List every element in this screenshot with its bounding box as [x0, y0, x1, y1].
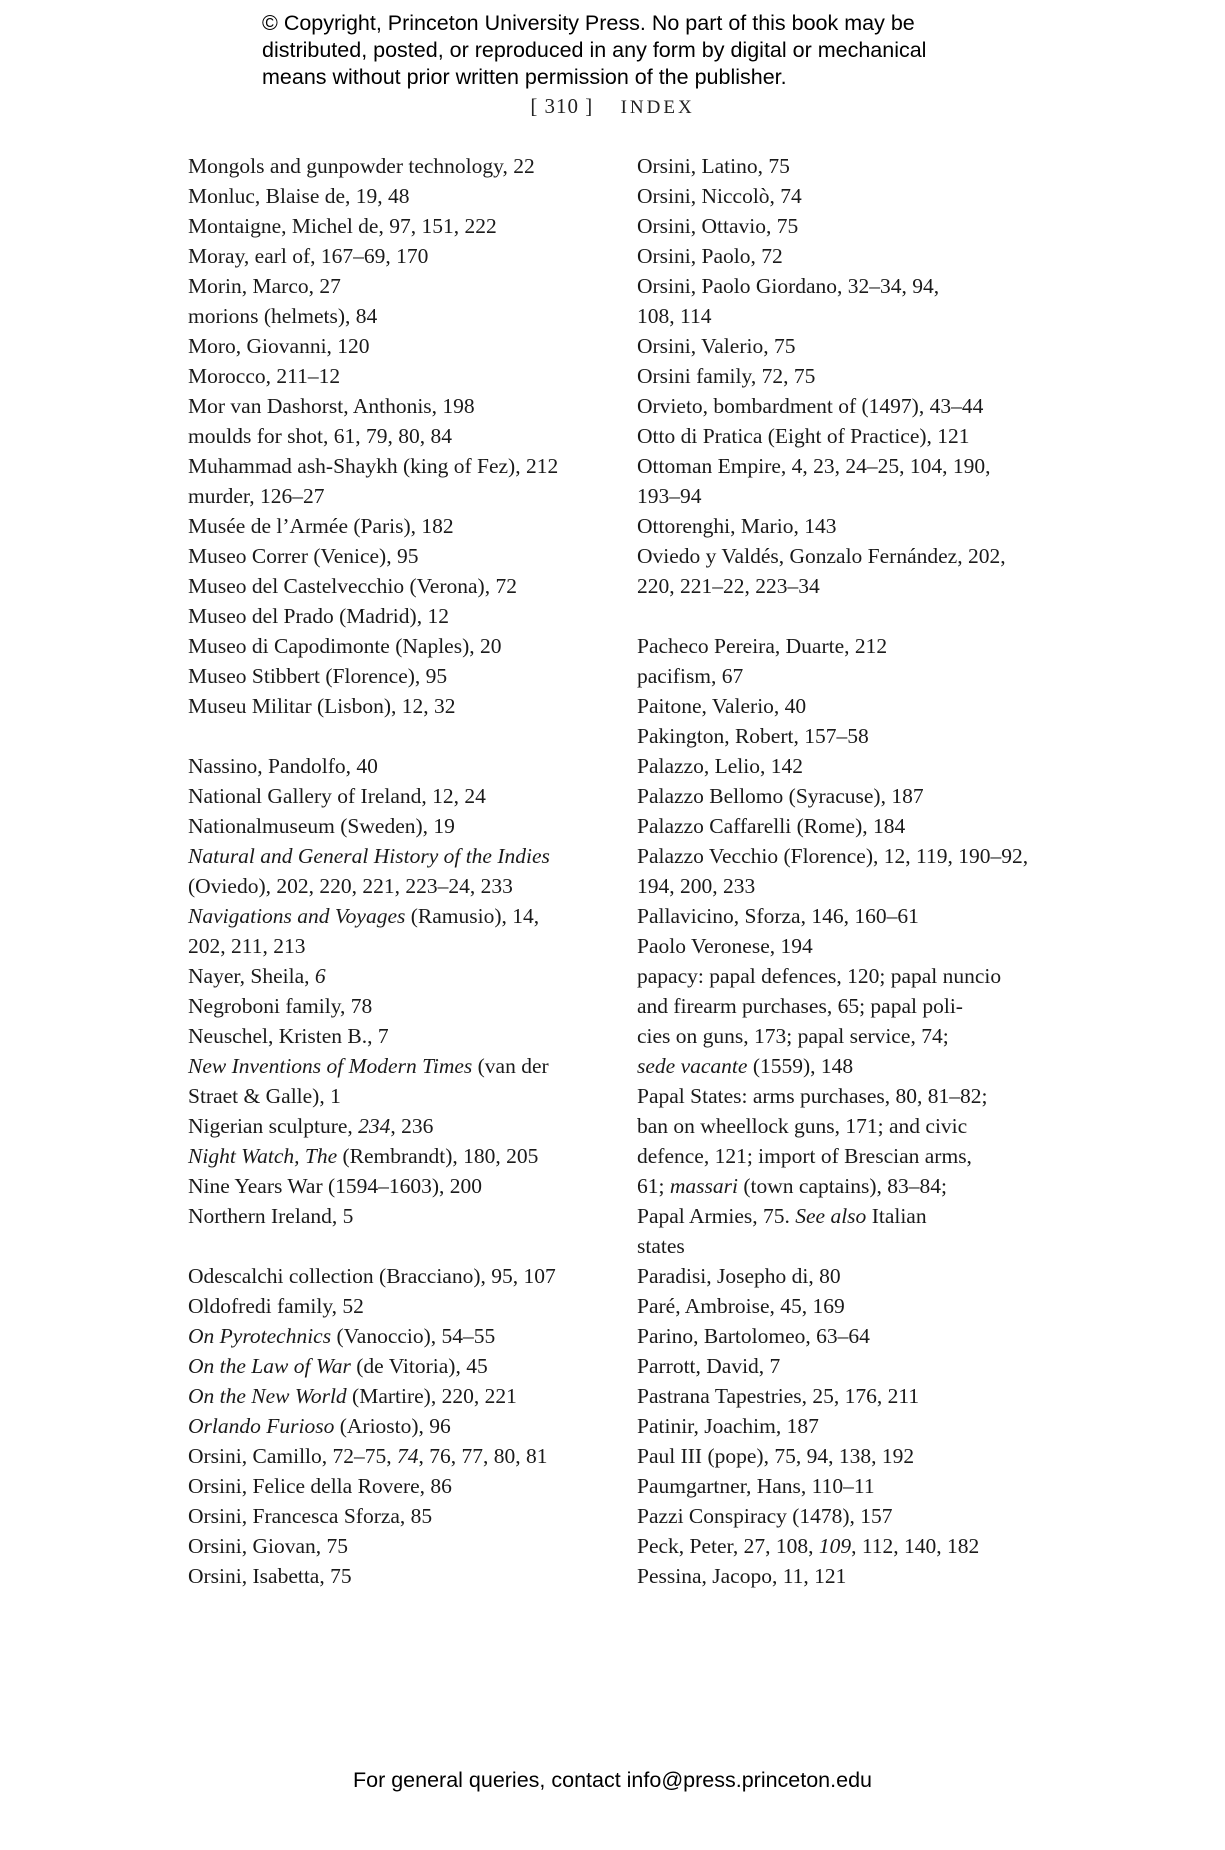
- italic-text: 234: [358, 1114, 391, 1138]
- entry-text: National Gallery of Ireland, 12, 24: [188, 784, 486, 808]
- index-entry-line: [188, 1261, 608, 1291]
- index-entry: [188, 211, 608, 241]
- copyright-line: distributed, posted, or reproduced in any form by digital or mechanical: [262, 38, 927, 62]
- entry-text: Papal Armies, 75.: [637, 1204, 796, 1228]
- index-entry-line: [637, 1561, 1067, 1591]
- index-entry-line: [188, 1561, 608, 1591]
- entry-text: Museo di Capodimonte (Naples), 20: [188, 634, 502, 658]
- index-entry: [188, 241, 608, 271]
- index-entry-continuation: [637, 991, 1067, 1021]
- index-entry-line: [188, 1381, 608, 1411]
- index-entry-line: [188, 511, 608, 541]
- italic-text: On the New World: [188, 1384, 347, 1408]
- italic-text: Navigations and Voyages: [188, 904, 406, 928]
- entry-text: Ottoman Empire, 4, 23, 24–25, 104, 190,: [637, 454, 991, 478]
- entry-text: Paolo Veronese, 194: [637, 934, 813, 958]
- entry-text: Italian: [866, 1204, 927, 1228]
- entry-text: Pacheco Pereira, Duarte, 212: [637, 634, 888, 658]
- index-entry-line: [637, 901, 1067, 931]
- index-entry: [188, 1501, 608, 1531]
- entry-text: Orsini, Valerio, 75: [637, 334, 796, 358]
- index-entry-line: [188, 601, 608, 631]
- index-entry-line: [637, 661, 1067, 691]
- index-entry-line: [188, 661, 608, 691]
- index-entry: [637, 181, 1067, 211]
- entry-text: Patinir, Joachim, 187: [637, 1414, 819, 1438]
- index-entry: [637, 391, 1067, 421]
- entry-text: Nationalmuseum (Sweden), 19: [188, 814, 455, 838]
- index-entry-line: [637, 451, 1067, 481]
- index-entry: [188, 421, 608, 451]
- index-entry-line: [188, 301, 608, 331]
- index-entry-line: [637, 391, 1067, 421]
- entry-text: Orvieto, bombardment of (1497), 43–44: [637, 394, 984, 418]
- index-entry-line: [188, 811, 608, 841]
- italic-text: massari: [669, 1174, 738, 1198]
- index-entry: [188, 151, 608, 181]
- index-entry-line: [188, 571, 608, 601]
- copyright-line: © Copyright, Princeton University Press. No part of this book may be: [262, 11, 915, 35]
- italic-text: On Pyrotechnics: [188, 1324, 332, 1348]
- entry-text: Odescalchi collection (Bracciano), 95, 107: [188, 1264, 556, 1288]
- entry-text: states: [637, 1234, 685, 1258]
- entry-text: Monluc, Blaise de, 19, 48: [188, 184, 410, 208]
- page-number: [ 310 ]: [530, 94, 594, 118]
- index-entry-line: [188, 361, 608, 391]
- copyright-line: means without prior written permission of the publisher.: [262, 65, 787, 89]
- index-entry: [188, 391, 608, 421]
- index-entry-line: [188, 481, 608, 511]
- index-entry-line: [188, 421, 608, 451]
- entry-text: Musée de l’Armée (Paris), 182: [188, 514, 454, 538]
- entry-text: Papal States: arms purchases, 80, 81–82;: [637, 1084, 988, 1108]
- index-entry: [188, 1021, 608, 1051]
- index-entry-continuation: [637, 871, 1067, 901]
- index-entry-line: [637, 151, 1067, 181]
- index-entry: [188, 751, 608, 781]
- index-entry: [637, 781, 1067, 811]
- index-entry: [637, 421, 1067, 451]
- entry-text: Mor van Dashorst, Anthonis, 198: [188, 394, 475, 418]
- index-entry-line: [637, 1351, 1067, 1381]
- entry-text: Negroboni family, 78: [188, 994, 373, 1018]
- index-entry-line: [637, 1471, 1067, 1501]
- entry-text: Pessina, Jacopo, 11, 121: [637, 1564, 847, 1588]
- index-entry-continuation: [637, 1141, 1067, 1171]
- index-entry-line: [637, 1411, 1067, 1441]
- index-entry-line: [188, 1111, 608, 1141]
- entry-text: 108, 114: [637, 304, 712, 328]
- entry-text: Paré, Ambroise, 45, 169: [637, 1294, 845, 1318]
- index-entry: [188, 691, 608, 721]
- index-entry-line: [188, 151, 608, 181]
- entry-text: Orsini, Latino, 75: [637, 154, 790, 178]
- index-entry-line: [637, 271, 1067, 301]
- index-entry-line: [188, 331, 608, 361]
- index-entry: [188, 1321, 608, 1351]
- index-entry: [637, 721, 1067, 751]
- index-entry: [188, 1381, 608, 1411]
- index-entry: [637, 541, 1067, 601]
- index-entry: [188, 481, 608, 511]
- entry-text: Museo del Castelvecchio (Verona), 72: [188, 574, 517, 598]
- entry-text: 194, 200, 233: [637, 874, 756, 898]
- entry-text: (1559), 148: [747, 1054, 854, 1078]
- index-entry-line: [188, 1441, 608, 1471]
- index-entry-continuation: [637, 571, 1067, 601]
- entry-text: Museo del Prado (Madrid), 12: [188, 604, 449, 628]
- index-entry-line: [188, 181, 608, 211]
- entry-text: Orsini, Francesca Sforza, 85: [188, 1504, 433, 1528]
- index-entry-line: [637, 1321, 1067, 1351]
- index-column-left: [188, 151, 608, 1591]
- running-head: [0, 92, 1225, 122]
- index-entry: [188, 841, 608, 901]
- entry-text: Parrott, David, 7: [637, 1354, 781, 1378]
- entry-text: Peck, Peter, 27, 108,: [637, 1534, 819, 1558]
- index-entry-continuation: [637, 1111, 1067, 1141]
- index-entry-continuation: [637, 1171, 1067, 1201]
- index-entry-line: [637, 1261, 1067, 1291]
- index-entry: [637, 1381, 1067, 1411]
- index-entry-line: [188, 451, 608, 481]
- index-entry: [637, 451, 1067, 511]
- index-entry: [637, 631, 1067, 661]
- entry-text: Museu Militar (Lisbon), 12, 32: [188, 694, 456, 718]
- italic-text: Night Watch, The: [188, 1144, 338, 1168]
- index-entry: [188, 1051, 608, 1111]
- entry-text: (Ariosto), 96: [334, 1414, 451, 1438]
- index-entry: [188, 1291, 608, 1321]
- entry-text: Nayer, Sheila,: [188, 964, 315, 988]
- entry-text: Mongols and gunpowder technology, 22: [188, 154, 535, 178]
- index-entry: [188, 181, 608, 211]
- index-entry-line: [637, 811, 1067, 841]
- entry-text: Pakington, Robert, 157–58: [637, 724, 869, 748]
- entry-text: Morocco, 211–12: [188, 364, 341, 388]
- entry-text: (Vanoccio), 54–55: [331, 1324, 496, 1348]
- index-entry-line: [188, 991, 608, 1021]
- index-entry-continuation: [637, 481, 1067, 511]
- index-entry: [637, 1261, 1067, 1291]
- index-entry: [637, 511, 1067, 541]
- entry-text: murder, 126–27: [188, 484, 325, 508]
- entry-text: ban on wheellock guns, 171; and civic: [637, 1114, 968, 1138]
- index-entry: [188, 1201, 608, 1231]
- index-entry: [637, 1561, 1067, 1591]
- entry-text: Ottorenghi, Mario, 143: [637, 514, 837, 538]
- index-entry: [188, 1261, 608, 1291]
- index-entry-line: [188, 1411, 608, 1441]
- italic-text: Natural and General History of the Indies: [188, 844, 550, 868]
- index-entry-continuation: [188, 931, 608, 961]
- index-entry: [637, 211, 1067, 241]
- index-entry-line: [188, 631, 608, 661]
- entry-text: Orsini, Paolo Giordano, 32–34, 94,: [637, 274, 940, 298]
- index-entry: [188, 601, 608, 631]
- index-entry-line: [637, 1081, 1067, 1111]
- index-entry-line: [188, 391, 608, 421]
- entry-text: Nine Years War (1594–1603), 200: [188, 1174, 483, 1198]
- index-entry-line: [188, 1171, 608, 1201]
- index-entry: [188, 661, 608, 691]
- index-entry: [188, 1351, 608, 1381]
- index-entry-line: [188, 691, 608, 721]
- index-entry-line: [188, 961, 608, 991]
- letter-group-gap: [637, 601, 1067, 631]
- entry-text: Orsini family, 72, 75: [637, 364, 816, 388]
- index-entry: [637, 241, 1067, 271]
- index-entry-line: [188, 1501, 608, 1531]
- index-entry: [637, 961, 1067, 1081]
- index-entry-continuation: [637, 1201, 1067, 1231]
- index-entry: [637, 1321, 1067, 1351]
- entry-text: Museo Stibbert (Florence), 95: [188, 664, 448, 688]
- index-entry: [188, 1171, 608, 1201]
- entry-text: 202, 211, 213: [188, 934, 306, 958]
- entry-text: Neuschel, Kristen B., 7: [188, 1024, 389, 1048]
- entry-text: moulds for shot, 61, 79, 80, 84: [188, 424, 452, 448]
- index-entry-line: [637, 511, 1067, 541]
- entry-text: (Rembrandt), 180, 205: [337, 1144, 539, 1168]
- section-title: INDEX: [620, 97, 695, 118]
- entry-text: Orsini, Giovan, 75: [188, 1534, 349, 1558]
- index-entry: [637, 901, 1067, 931]
- entry-text: Orsini, Felice della Rovere, 86: [188, 1474, 452, 1498]
- index-entry-line: [188, 1471, 608, 1501]
- index-entry-line: [637, 1441, 1067, 1471]
- index-entry-line: [637, 331, 1067, 361]
- entry-text: Palazzo, Lelio, 142: [637, 754, 803, 778]
- index-entry-line: [188, 1321, 608, 1351]
- index-entry: [637, 1351, 1067, 1381]
- entry-text: morions (helmets), 84: [188, 304, 378, 328]
- italic-text: See also: [795, 1204, 867, 1228]
- index-entry: [188, 961, 608, 991]
- index-entry: [188, 1411, 608, 1441]
- index-entry-line: [637, 1501, 1067, 1531]
- entry-text: Nigerian sculpture,: [188, 1114, 359, 1138]
- index-entry-line: [188, 841, 608, 871]
- italic-text: New Inventions of Modern Times: [188, 1054, 473, 1078]
- index-entry-line: [188, 1201, 608, 1231]
- entry-text: and firearm purchases, 65; papal poli-: [637, 994, 963, 1018]
- entry-text: , 236: [390, 1114, 434, 1138]
- index-entry: [637, 661, 1067, 691]
- index-entry: [188, 1441, 608, 1471]
- entry-text: Palazzo Bellomo (Syracuse), 187: [637, 784, 924, 808]
- entry-text: , 112, 140, 182: [851, 1534, 980, 1558]
- entry-text: Oldofredi family, 52: [188, 1294, 364, 1318]
- entry-text: Montaigne, Michel de, 97, 151, 222: [188, 214, 497, 238]
- index-entry-line: [188, 1141, 608, 1171]
- index-entry-line: [637, 1381, 1067, 1411]
- entry-text: Morin, Marco, 27: [188, 274, 341, 298]
- entry-text: Moray, earl of, 167–69, 170: [188, 244, 429, 268]
- index-entry-line: [637, 421, 1067, 451]
- index-entry: [188, 541, 608, 571]
- index-entry: [188, 361, 608, 391]
- index-entry-line: [188, 1021, 608, 1051]
- index-entry-line: [188, 271, 608, 301]
- italic-text: 6: [314, 964, 326, 988]
- index-entry: [188, 331, 608, 361]
- entry-text: Parino, Bartolomeo, 63–64: [637, 1324, 870, 1348]
- index-entry: [188, 1531, 608, 1561]
- entry-text: cies on guns, 173; papal service, 74;: [637, 1024, 949, 1048]
- index-entry-continuation: [637, 1051, 1067, 1081]
- entry-text: (Oviedo), 202, 220, 221, 223–24, 233: [188, 874, 513, 898]
- entry-text: (town captains), 83–84;: [737, 1174, 947, 1198]
- entry-text: (Ramusio), 14,: [405, 904, 540, 928]
- entry-text: , 76, 77, 80, 81: [418, 1444, 548, 1468]
- index-entry: [188, 571, 608, 601]
- entry-text: Paitone, Valerio, 40: [637, 694, 807, 718]
- index-entry: [188, 1141, 608, 1171]
- letter-group-gap: [188, 1231, 608, 1261]
- index-entry: [637, 1081, 1067, 1261]
- index-entry: [637, 361, 1067, 391]
- entry-text: (Martire), 220, 221: [346, 1384, 517, 1408]
- index-entry: [637, 1291, 1067, 1321]
- index-entry-line: [188, 541, 608, 571]
- entry-text: Moro, Giovanni, 120: [188, 334, 370, 358]
- entry-text: Paumgartner, Hans, 110–11: [637, 1474, 875, 1498]
- index-entry: [637, 331, 1067, 361]
- index-entry: [188, 901, 608, 961]
- index-entry-continuation: [637, 1021, 1067, 1051]
- index-entry-continuation: [637, 301, 1067, 331]
- index-entry: [637, 841, 1067, 901]
- entry-text: 61;: [637, 1174, 670, 1198]
- index-entry-line: [188, 751, 608, 781]
- index-entry-line: [188, 241, 608, 271]
- index-entry: [637, 811, 1067, 841]
- index-entry-line: [637, 691, 1067, 721]
- index-entry: [188, 991, 608, 1021]
- index-entry-line: [637, 931, 1067, 961]
- entry-text: Orsini, Paolo, 72: [637, 244, 783, 268]
- index-entry-line: [188, 1531, 608, 1561]
- index-entry: [637, 931, 1067, 961]
- index-entry-line: [637, 631, 1067, 661]
- entry-text: (de Vitoria), 45: [350, 1354, 488, 1378]
- entry-text: Paul III (pope), 75, 94, 138, 192: [637, 1444, 915, 1468]
- entry-text: Oviedo y Valdés, Gonzalo Fernández, 202,: [637, 544, 1006, 568]
- entry-text: Museo Correr (Venice), 95: [188, 544, 419, 568]
- index-entry: [637, 691, 1067, 721]
- entry-text: Orsini, Niccolò, 74: [637, 184, 802, 208]
- footer-contact: For general queries, contact info@press.princeton.edu: [352, 1768, 872, 1792]
- index-entry-line: [637, 841, 1067, 871]
- copyright-notice: [262, 10, 982, 91]
- italic-text: On the Law of War: [188, 1354, 351, 1378]
- index-entry: [188, 301, 608, 331]
- index-entry-line: [637, 721, 1067, 751]
- entry-text: (van der: [472, 1054, 549, 1078]
- index-entry: [188, 1561, 608, 1591]
- index-entry: [637, 1531, 1067, 1561]
- index-entry: [637, 1441, 1067, 1471]
- index-entry-line: [188, 1351, 608, 1381]
- index-entry: [188, 631, 608, 661]
- entry-text: Northern Ireland, 5: [188, 1204, 354, 1228]
- index-entry: [188, 271, 608, 301]
- entry-text: Nassino, Pandolfo, 40: [188, 754, 378, 778]
- index-entry: [637, 1471, 1067, 1501]
- index-entry-line: [188, 781, 608, 811]
- entry-text: Pazzi Conspiracy (1478), 157: [637, 1504, 893, 1528]
- entry-text: 193–94: [637, 484, 702, 508]
- index-entry-line: [637, 1531, 1067, 1561]
- index-column-right: [637, 151, 1067, 1591]
- index-entry-line: [637, 781, 1067, 811]
- entry-text: Orsini, Isabetta, 75: [188, 1564, 352, 1588]
- entry-text: Otto di Pratica (Eight of Practice), 121: [637, 424, 970, 448]
- index-entry: [637, 1411, 1067, 1441]
- index-entry-line: [637, 541, 1067, 571]
- index-entry-line: [637, 961, 1067, 991]
- index-entry: [188, 811, 608, 841]
- entry-text: papacy: papal defences, 120; papal nuncio: [637, 964, 1002, 988]
- index-entry-line: [637, 211, 1067, 241]
- entry-text: defence, 121; import of Brescian arms,: [637, 1144, 972, 1168]
- index-entry-line: [188, 1051, 608, 1081]
- letter-group-gap: [188, 721, 608, 751]
- italic-text: 74: [397, 1444, 419, 1468]
- entry-text: Orsini, Camillo, 72–75,: [188, 1444, 398, 1468]
- index-entry-line: [188, 901, 608, 931]
- index-entry-line: [637, 181, 1067, 211]
- italic-text: Orlando Furioso: [188, 1414, 335, 1438]
- index-entry: [188, 781, 608, 811]
- index-entry-line: [188, 1291, 608, 1321]
- entry-text: Paradisi, Josepho di, 80: [637, 1264, 841, 1288]
- entry-text: Muhammad ash-Shaykh (king of Fez), 212: [188, 454, 559, 478]
- index-entry: [637, 751, 1067, 781]
- index-entry: [188, 1111, 608, 1141]
- index-entry-line: [637, 751, 1067, 781]
- index-entry: [188, 511, 608, 541]
- index-entry: [188, 451, 608, 481]
- italic-text: 109: [818, 1534, 852, 1558]
- index-entry-line: [637, 361, 1067, 391]
- entry-text: Palazzo Vecchio (Florence), 12, 119, 190–92,: [637, 844, 1029, 868]
- index-entry-continuation: [188, 1081, 608, 1111]
- entry-text: Pallavicino, Sforza, 146, 160–61: [637, 904, 919, 928]
- index-entry: [188, 1471, 608, 1501]
- index-entry-line: [637, 1291, 1067, 1321]
- entry-text: Pastrana Tapestries, 25, 176, 211: [637, 1384, 920, 1408]
- entry-text: 220, 221–22, 223–34: [637, 574, 820, 598]
- entry-text: Orsini, Ottavio, 75: [637, 214, 799, 238]
- index-entry: [637, 1501, 1067, 1531]
- italic-text: sede vacante: [637, 1054, 748, 1078]
- index-entry-continuation: [188, 871, 608, 901]
- index-entry-line: [188, 211, 608, 241]
- index-entry-line: [637, 241, 1067, 271]
- entry-text: Straet & Galle), 1: [188, 1084, 341, 1108]
- index-entry: [637, 271, 1067, 331]
- index-entry-continuation: [637, 1231, 1067, 1261]
- entry-text: Palazzo Caffarelli (Rome), 184: [637, 814, 906, 838]
- entry-text: pacifism, 67: [637, 664, 744, 688]
- index-entry: [637, 151, 1067, 181]
